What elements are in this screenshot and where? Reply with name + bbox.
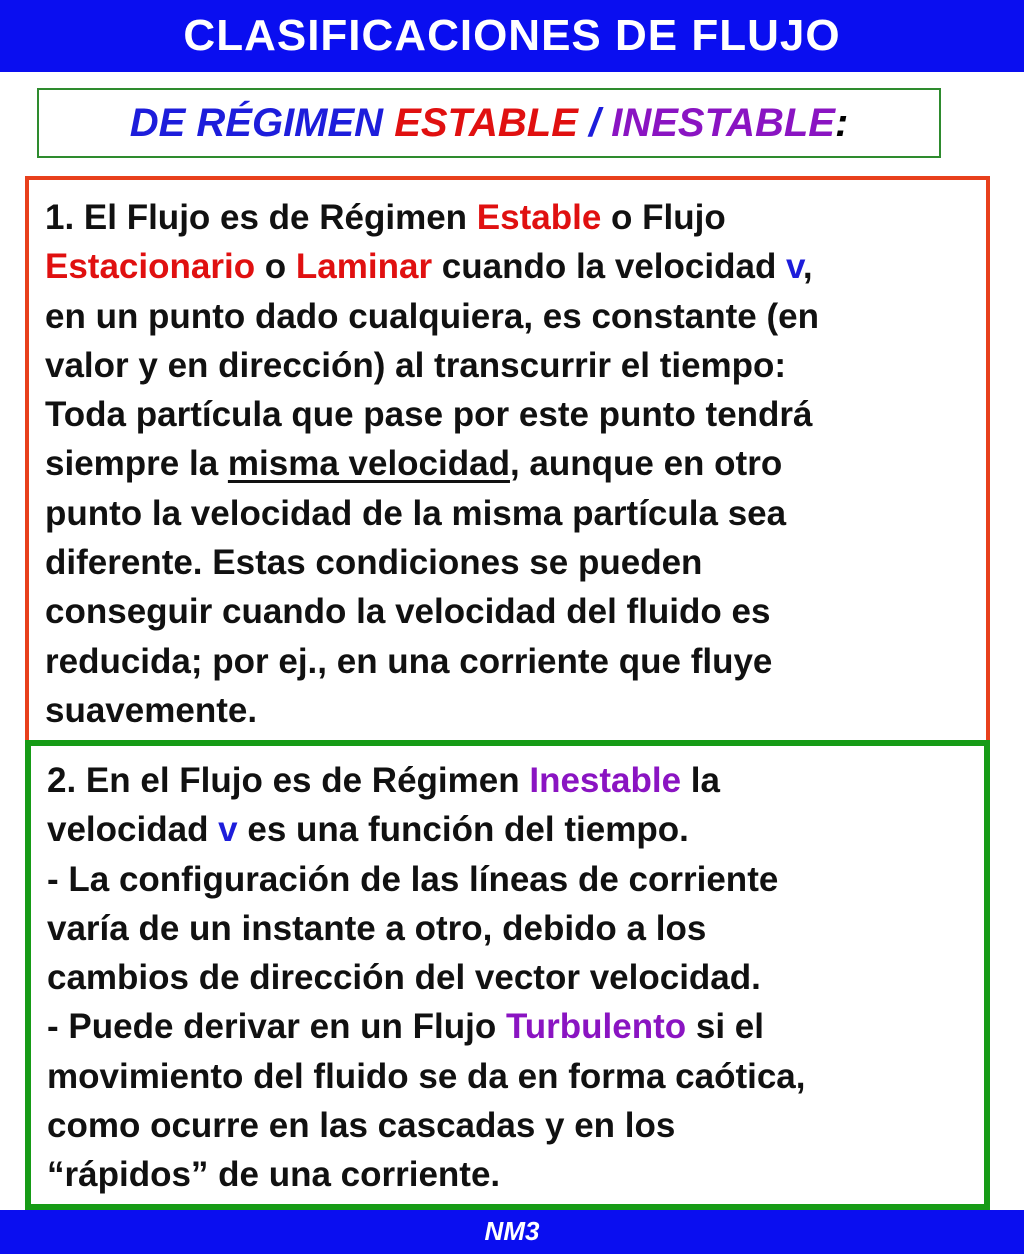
text-line: como ocurre en las cascadas y en los bbox=[47, 1106, 676, 1146]
subtitle-colon: : bbox=[834, 101, 849, 145]
page-title: CLASIFICACIONES DE FLUJO bbox=[183, 11, 841, 60]
text-line: - La configuración de las líneas de corriente bbox=[47, 859, 779, 899]
text-run: o Flujo bbox=[601, 198, 726, 237]
unstable-flow-text bbox=[47, 756, 976, 1200]
term-laminar: Laminar bbox=[295, 247, 433, 287]
text-run: cuando la velocidad bbox=[432, 247, 787, 287]
stable-flow-box bbox=[25, 176, 990, 751]
text-line bbox=[47, 756, 976, 805]
unstable-flow-box bbox=[25, 740, 990, 1210]
text-line: “rápidos” de una corriente. bbox=[47, 1155, 501, 1195]
text-line: en un punto dado cualquiera, es constante (en bbox=[45, 296, 819, 336]
text-run: o bbox=[255, 247, 296, 287]
term-estable: Estable bbox=[476, 198, 602, 237]
text-line: Toda partícula que pase por este punto tendrá bbox=[45, 395, 813, 435]
text-line: suavemente. bbox=[45, 690, 258, 730]
text-run: , aunque en otro bbox=[509, 444, 783, 484]
term-inestable: Inestable bbox=[529, 761, 682, 800]
text-run: velocidad bbox=[47, 810, 219, 850]
subtitle bbox=[130, 101, 849, 145]
subtitle-prefix: DE RÉGIMEN bbox=[129, 101, 395, 145]
term-turbulento: Turbulento bbox=[505, 1007, 687, 1047]
text-run: 1. El Flujo es de Régimen bbox=[45, 198, 477, 237]
text-line bbox=[47, 1002, 976, 1051]
term-misma-velocidad: misma velocidad bbox=[227, 444, 510, 484]
text-line: reducida; por ej., en una corriente que fluye bbox=[45, 641, 773, 681]
text-run: la bbox=[681, 761, 720, 800]
subtitle-unstable: INESTABLE bbox=[611, 101, 835, 145]
subtitle-box bbox=[37, 88, 941, 158]
subtitle-stable: ESTABLE bbox=[394, 101, 578, 145]
text-run: - Puede derivar en un Flujo bbox=[47, 1007, 506, 1047]
text-line: conseguir cuando la velocidad del fluido es bbox=[45, 592, 771, 632]
text-line: punto la velocidad de la misma partícula sea bbox=[45, 493, 787, 533]
text-line bbox=[45, 193, 978, 242]
text-run: es una función del tiempo. bbox=[237, 810, 689, 850]
text-run: si el bbox=[686, 1007, 764, 1047]
text-line: valor y en dirección) al transcurrir el tiempo: bbox=[45, 345, 787, 385]
text-run: siempre la bbox=[45, 444, 228, 484]
stable-flow-text bbox=[45, 193, 978, 735]
footer-label: NM3 bbox=[484, 1216, 540, 1246]
text-line: cambios de dirección del vector velocidad. bbox=[47, 958, 761, 998]
text-line: varía de un instante a otro, debido a los bbox=[47, 908, 707, 948]
text-line bbox=[45, 439, 978, 488]
term-v: v bbox=[218, 810, 238, 850]
text-line bbox=[45, 242, 978, 291]
text-line: diferente. Estas condiciones se pueden bbox=[45, 543, 703, 583]
text-line bbox=[47, 805, 976, 854]
text-run: 2. En el Flujo es de Régimen bbox=[47, 761, 530, 800]
text-run: , bbox=[802, 247, 813, 287]
term-estacionario: Estacionario bbox=[45, 247, 256, 287]
subtitle-separator: / bbox=[577, 101, 612, 145]
text-line: movimiento del fluido se da en forma caótica, bbox=[47, 1056, 806, 1096]
term-v: v bbox=[786, 247, 803, 287]
